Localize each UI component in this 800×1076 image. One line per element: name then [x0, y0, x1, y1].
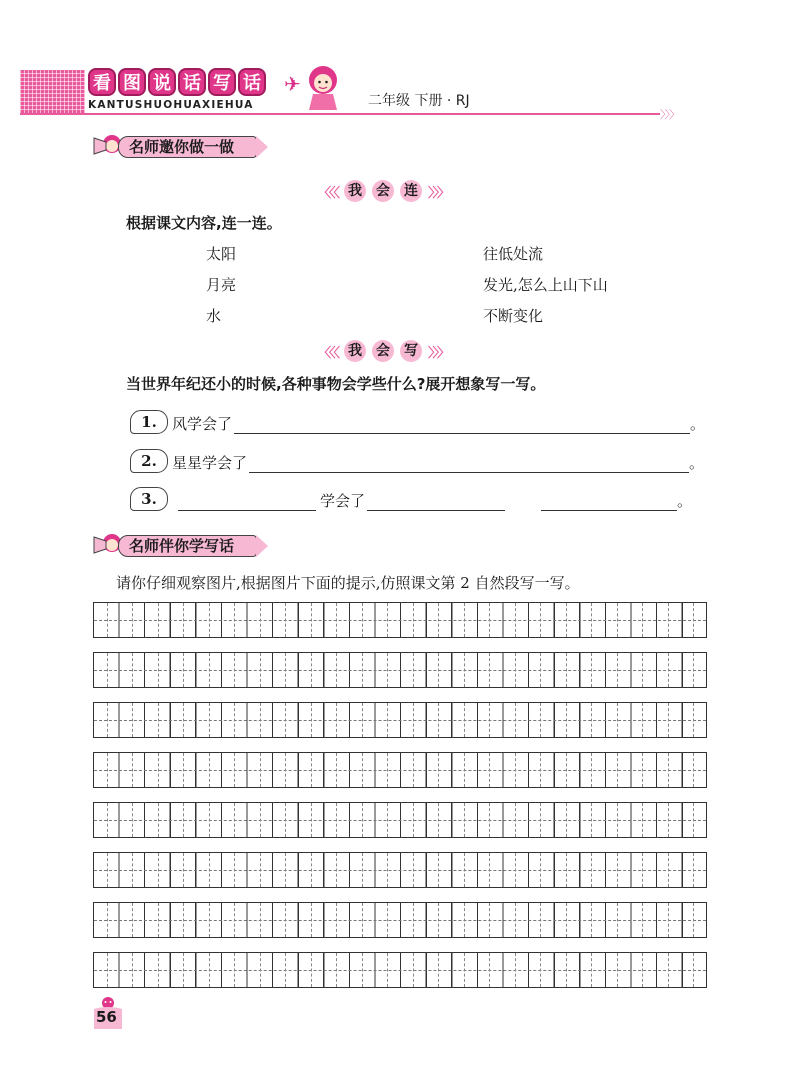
grid-cell[interactable] — [94, 603, 120, 637]
grid-cell[interactable] — [375, 953, 401, 987]
grid-cell[interactable] — [400, 603, 426, 637]
grid-cell[interactable] — [477, 803, 503, 837]
grid-cell[interactable] — [324, 803, 350, 837]
grid-cell[interactable] — [120, 603, 146, 637]
grid-cell[interactable] — [426, 903, 452, 937]
grid-cell[interactable] — [120, 853, 146, 887]
grid-cell[interactable] — [477, 703, 503, 737]
write-instruction: 当世界年纪还小的时候,各种事物会学些什么?展开想象写一写。 — [126, 375, 546, 393]
grid-cell[interactable] — [375, 603, 401, 637]
heading-char: 写 — [400, 340, 422, 362]
grid-cell[interactable] — [349, 803, 375, 837]
grid-cell[interactable] — [426, 653, 452, 687]
grid-cell[interactable] — [681, 903, 707, 937]
grid-cell[interactable] — [400, 853, 426, 887]
match-instruction: 根据课文内容,连一连。 — [126, 214, 282, 232]
grid-cell[interactable] — [502, 753, 528, 787]
grid-cell[interactable] — [145, 703, 171, 737]
writing-grid-row[interactable] — [93, 652, 707, 688]
grid-cell[interactable] — [94, 653, 120, 687]
grid-cell[interactable] — [681, 803, 707, 837]
grid-cell[interactable] — [375, 653, 401, 687]
item-prompt: 学会了 — [320, 492, 366, 510]
grid-cell[interactable] — [451, 703, 477, 737]
grid-cell[interactable] — [579, 603, 605, 637]
grid-cell[interactable] — [477, 953, 503, 987]
grid-cell[interactable] — [247, 803, 273, 837]
grid-cell[interactable] — [349, 703, 375, 737]
header-title-char: 写 — [208, 68, 236, 96]
grid-cell[interactable] — [196, 853, 222, 887]
grid-cell[interactable] — [171, 803, 197, 837]
grid-cell[interactable] — [502, 703, 528, 737]
grid-cell[interactable] — [324, 903, 350, 937]
answer-line[interactable] — [234, 411, 690, 434]
grid-cell[interactable] — [94, 703, 120, 737]
number-badge: 2. — [130, 449, 168, 473]
grid-cell[interactable] — [171, 653, 197, 687]
number-badge: 3. — [130, 487, 168, 511]
section-banner-practice — [92, 136, 257, 158]
right-arrows-icon: 〉〉〉 — [428, 345, 449, 361]
grid-cell[interactable] — [120, 653, 146, 687]
grid-cell[interactable] — [145, 803, 171, 837]
grid-cell[interactable] — [273, 953, 299, 987]
grid-cell[interactable] — [324, 953, 350, 987]
match-left-item[interactable]: 水 — [206, 307, 222, 325]
grid-cell[interactable] — [502, 853, 528, 887]
writing-grid-row[interactable] — [93, 952, 707, 988]
write-item-3 — [130, 487, 692, 511]
grid-cell[interactable] — [171, 953, 197, 987]
write-item-2 — [130, 449, 704, 473]
grid-cell[interactable] — [298, 653, 324, 687]
write-heading — [318, 340, 448, 362]
grid-cell[interactable] — [630, 603, 656, 637]
header-title-char: 话 — [178, 68, 206, 96]
grid-cell[interactable] — [349, 953, 375, 987]
header-subtitle: KANTUSHUOHUAXIEHUA — [88, 99, 254, 111]
grid-cell[interactable] — [528, 753, 554, 787]
grid-cell[interactable] — [222, 753, 248, 787]
grid-cell[interactable] — [273, 753, 299, 787]
grid-cell[interactable] — [273, 603, 299, 637]
grid-cell[interactable] — [604, 903, 630, 937]
grid-cell[interactable] — [502, 903, 528, 937]
header-title — [88, 68, 266, 96]
writing-grid-row[interactable] — [93, 752, 707, 788]
grid-cell[interactable] — [681, 753, 707, 787]
grid-cell[interactable] — [400, 803, 426, 837]
grid-cell[interactable] — [630, 853, 656, 887]
grid-cell[interactable] — [273, 653, 299, 687]
item-prompt: 风学会了 — [172, 415, 233, 433]
grid-cell[interactable] — [375, 903, 401, 937]
match-right-item[interactable]: 发光,怎么上山下山 — [483, 276, 608, 294]
grid-cell[interactable] — [426, 803, 452, 837]
grid-cell[interactable] — [528, 653, 554, 687]
grid-cell[interactable] — [426, 603, 452, 637]
grid-cell[interactable] — [451, 903, 477, 937]
grid-cell[interactable] — [94, 903, 120, 937]
grid-cell[interactable] — [171, 603, 197, 637]
header-pattern — [20, 70, 85, 114]
grid-cell[interactable] — [604, 853, 630, 887]
banner-label: 名师邀你做一做 — [118, 136, 257, 158]
grid-cell[interactable] — [604, 803, 630, 837]
grid-cell[interactable] — [604, 953, 630, 987]
grid-cell[interactable] — [273, 703, 299, 737]
grid-cell[interactable] — [94, 753, 120, 787]
grid-cell[interactable] — [298, 803, 324, 837]
grid-cell[interactable] — [222, 803, 248, 837]
grid-cell[interactable] — [477, 603, 503, 637]
grid-cell[interactable] — [375, 853, 401, 887]
grid-cell[interactable] — [630, 653, 656, 687]
writing-instruction: 请你仔细观察图片,根据图片下面的提示,仿照课文第 2 自然段写一写。 — [116, 574, 580, 592]
grid-cell[interactable] — [400, 903, 426, 937]
writing-grid-row[interactable] — [93, 902, 707, 938]
banner-label: 名师伴你学写话 — [118, 535, 257, 557]
right-arrows-icon: 〉〉〉 — [428, 185, 449, 201]
grid-cell[interactable] — [655, 953, 681, 987]
grid-cell[interactable] — [451, 853, 477, 887]
section-banner-writing — [92, 535, 257, 557]
grade-label: 二年级 下册 · RJ — [368, 93, 470, 109]
grid-cell[interactable] — [400, 753, 426, 787]
grid-cell[interactable] — [477, 753, 503, 787]
grid-cell[interactable] — [579, 803, 605, 837]
item-prompt: 星星学会了 — [172, 454, 248, 472]
grid-cell[interactable] — [196, 603, 222, 637]
grid-cell[interactable] — [630, 903, 656, 937]
grid-cell[interactable] — [247, 853, 273, 887]
grid-cell[interactable] — [528, 703, 554, 737]
grid-cell[interactable] — [324, 853, 350, 887]
grid-cell[interactable] — [655, 853, 681, 887]
match-right-item[interactable]: 不断变化 — [483, 307, 544, 325]
match-heading — [318, 180, 448, 202]
grid-cell[interactable] — [196, 753, 222, 787]
grid-cell[interactable] — [375, 703, 401, 737]
answer-line[interactable] — [249, 450, 689, 473]
grid-cell[interactable] — [681, 953, 707, 987]
grid-cell[interactable] — [196, 903, 222, 937]
grid-cell[interactable] — [196, 653, 222, 687]
grid-cell[interactable] — [145, 603, 171, 637]
grid-cell[interactable] — [120, 753, 146, 787]
grid-cell[interactable] — [247, 653, 273, 687]
grid-cell[interactable] — [604, 653, 630, 687]
grid-cell[interactable] — [247, 953, 273, 987]
grid-cell[interactable] — [324, 753, 350, 787]
grid-cell[interactable] — [528, 803, 554, 837]
grid-cell[interactable] — [655, 903, 681, 937]
grid-cell[interactable] — [145, 903, 171, 937]
girl-mascot-icon — [303, 64, 343, 112]
left-arrows-icon: 〈〈〈 — [318, 185, 339, 201]
grid-cell[interactable] — [502, 803, 528, 837]
grid-cell[interactable] — [120, 903, 146, 937]
match-left-item[interactable]: 太阳 — [206, 245, 237, 263]
grid-cell[interactable] — [145, 753, 171, 787]
grid-cell[interactable] — [196, 703, 222, 737]
grid-cell[interactable] — [324, 653, 350, 687]
grid-cell[interactable] — [579, 953, 605, 987]
heading-char: 会 — [372, 340, 394, 362]
grid-cell[interactable] — [604, 603, 630, 637]
grid-cell[interactable] — [553, 703, 579, 737]
grid-cell[interactable] — [630, 803, 656, 837]
grid-cell[interactable] — [196, 803, 222, 837]
grid-cell[interactable] — [298, 953, 324, 987]
header-arrow-icon: 〉〉〉 — [660, 108, 679, 121]
grid-cell[interactable] — [451, 803, 477, 837]
grid-cell[interactable] — [681, 603, 707, 637]
grid-cell[interactable] — [451, 653, 477, 687]
grid-cell[interactable] — [528, 603, 554, 637]
grid-cell[interactable] — [451, 603, 477, 637]
grid-cell[interactable] — [298, 853, 324, 887]
grid-cell[interactable] — [349, 903, 375, 937]
grid-cell[interactable] — [145, 653, 171, 687]
header-title-char: 图 — [118, 68, 146, 96]
grid-cell[interactable] — [630, 753, 656, 787]
grid-cell[interactable] — [655, 753, 681, 787]
grid-cell[interactable] — [579, 853, 605, 887]
grid-cell[interactable] — [451, 753, 477, 787]
grid-cell[interactable] — [553, 853, 579, 887]
grid-cell[interactable] — [222, 903, 248, 937]
grid-cell[interactable] — [324, 603, 350, 637]
grid-cell[interactable] — [655, 703, 681, 737]
grid-cell[interactable] — [222, 653, 248, 687]
heading-char: 我 — [344, 340, 366, 362]
header-title-char: 话 — [238, 68, 266, 96]
item-end-mark: 。 — [677, 492, 693, 510]
grid-cell[interactable] — [349, 853, 375, 887]
grid-cell[interactable] — [298, 703, 324, 737]
grid-cell[interactable] — [171, 703, 197, 737]
header-title-char: 看 — [88, 68, 116, 96]
grid-cell[interactable] — [120, 953, 146, 987]
grid-cell[interactable] — [502, 653, 528, 687]
grid-cell[interactable] — [579, 903, 605, 937]
writing-grid-row[interactable] — [93, 702, 707, 738]
heading-char: 会 — [372, 180, 394, 202]
grid-cell[interactable] — [247, 603, 273, 637]
grid-cell[interactable] — [477, 653, 503, 687]
grid-cell[interactable] — [553, 953, 579, 987]
grid-cell[interactable] — [579, 653, 605, 687]
grid-cell[interactable] — [120, 703, 146, 737]
grid-cell[interactable] — [604, 753, 630, 787]
grid-cell[interactable] — [222, 853, 248, 887]
write-item-1 — [130, 410, 705, 434]
answer-line[interactable] — [541, 488, 677, 511]
grid-cell[interactable] — [145, 853, 171, 887]
grid-cell[interactable] — [349, 603, 375, 637]
grid-cell[interactable] — [247, 903, 273, 937]
answer-line[interactable] — [367, 488, 505, 511]
grid-cell[interactable] — [171, 853, 197, 887]
grid-cell[interactable] — [630, 703, 656, 737]
header-title-char: 说 — [148, 68, 176, 96]
grid-cell[interactable] — [349, 653, 375, 687]
grid-cell[interactable] — [324, 703, 350, 737]
match-left-item[interactable]: 月亮 — [206, 276, 237, 294]
grid-cell[interactable] — [298, 903, 324, 937]
grid-cell[interactable] — [273, 903, 299, 937]
grid-cell[interactable] — [477, 903, 503, 937]
writing-grid-row[interactable] — [93, 852, 707, 888]
grid-cell[interactable] — [349, 753, 375, 787]
grid-cell[interactable] — [502, 953, 528, 987]
grid-cell[interactable] — [171, 903, 197, 937]
grid-cell[interactable] — [298, 603, 324, 637]
answer-line[interactable] — [178, 488, 316, 511]
grid-cell[interactable] — [196, 953, 222, 987]
grid-cell[interactable] — [553, 803, 579, 837]
heading-char: 我 — [344, 180, 366, 202]
grid-cell[interactable] — [553, 653, 579, 687]
grid-cell[interactable] — [298, 753, 324, 787]
grid-cell[interactable] — [502, 603, 528, 637]
grid-cell[interactable] — [120, 803, 146, 837]
grid-cell[interactable] — [655, 653, 681, 687]
item-end-mark: 。 — [690, 415, 706, 433]
grid-cell[interactable] — [375, 803, 401, 837]
grid-cell[interactable] — [426, 753, 452, 787]
match-right-item[interactable]: 往低处流 — [483, 245, 544, 263]
grid-cell[interactable] — [655, 603, 681, 637]
number-badge: 1. — [130, 410, 168, 434]
item-end-mark: 。 — [689, 454, 705, 472]
grid-cell[interactable] — [145, 953, 171, 987]
grid-cell[interactable] — [553, 753, 579, 787]
grid-cell[interactable] — [94, 803, 120, 837]
header-divider — [20, 113, 660, 115]
grid-cell[interactable] — [222, 953, 248, 987]
grid-cell[interactable] — [528, 853, 554, 887]
grid-cell[interactable] — [247, 703, 273, 737]
heading-char: 连 — [400, 180, 422, 202]
grid-cell[interactable] — [400, 703, 426, 737]
grid-cell[interactable] — [222, 703, 248, 737]
grid-cell[interactable] — [400, 953, 426, 987]
grid-cell[interactable] — [477, 853, 503, 887]
grid-cell[interactable] — [375, 753, 401, 787]
paper-plane-icon: ✈ — [284, 72, 301, 96]
grid-cell[interactable] — [222, 603, 248, 637]
grid-cell[interactable] — [681, 653, 707, 687]
writing-grid-row[interactable] — [93, 802, 707, 838]
grid-cell[interactable] — [94, 853, 120, 887]
grid-cell[interactable] — [528, 903, 554, 937]
grid-cell[interactable] — [94, 953, 120, 987]
page-number: 56 — [96, 1008, 117, 1026]
grid-cell[interactable] — [273, 853, 299, 887]
grid-cell[interactable] — [400, 653, 426, 687]
grid-cell[interactable] — [426, 853, 452, 887]
grid-cell[interactable] — [553, 903, 579, 937]
writing-grid-row[interactable] — [93, 602, 707, 638]
grid-cell[interactable] — [426, 953, 452, 987]
grid-cell[interactable] — [579, 703, 605, 737]
grid-cell[interactable] — [451, 953, 477, 987]
grid-cell[interactable] — [171, 753, 197, 787]
grid-cell[interactable] — [528, 953, 554, 987]
grid-cell[interactable] — [604, 703, 630, 737]
grid-cell[interactable] — [273, 803, 299, 837]
grid-cell[interactable] — [681, 703, 707, 737]
grid-cell[interactable] — [553, 603, 579, 637]
grid-cell[interactable] — [655, 803, 681, 837]
grid-cell[interactable] — [579, 753, 605, 787]
grid-cell[interactable] — [630, 953, 656, 987]
grid-cell[interactable] — [681, 853, 707, 887]
grid-cell[interactable] — [426, 703, 452, 737]
grid-cell[interactable] — [247, 753, 273, 787]
left-arrows-icon: 〈〈〈 — [318, 345, 339, 361]
